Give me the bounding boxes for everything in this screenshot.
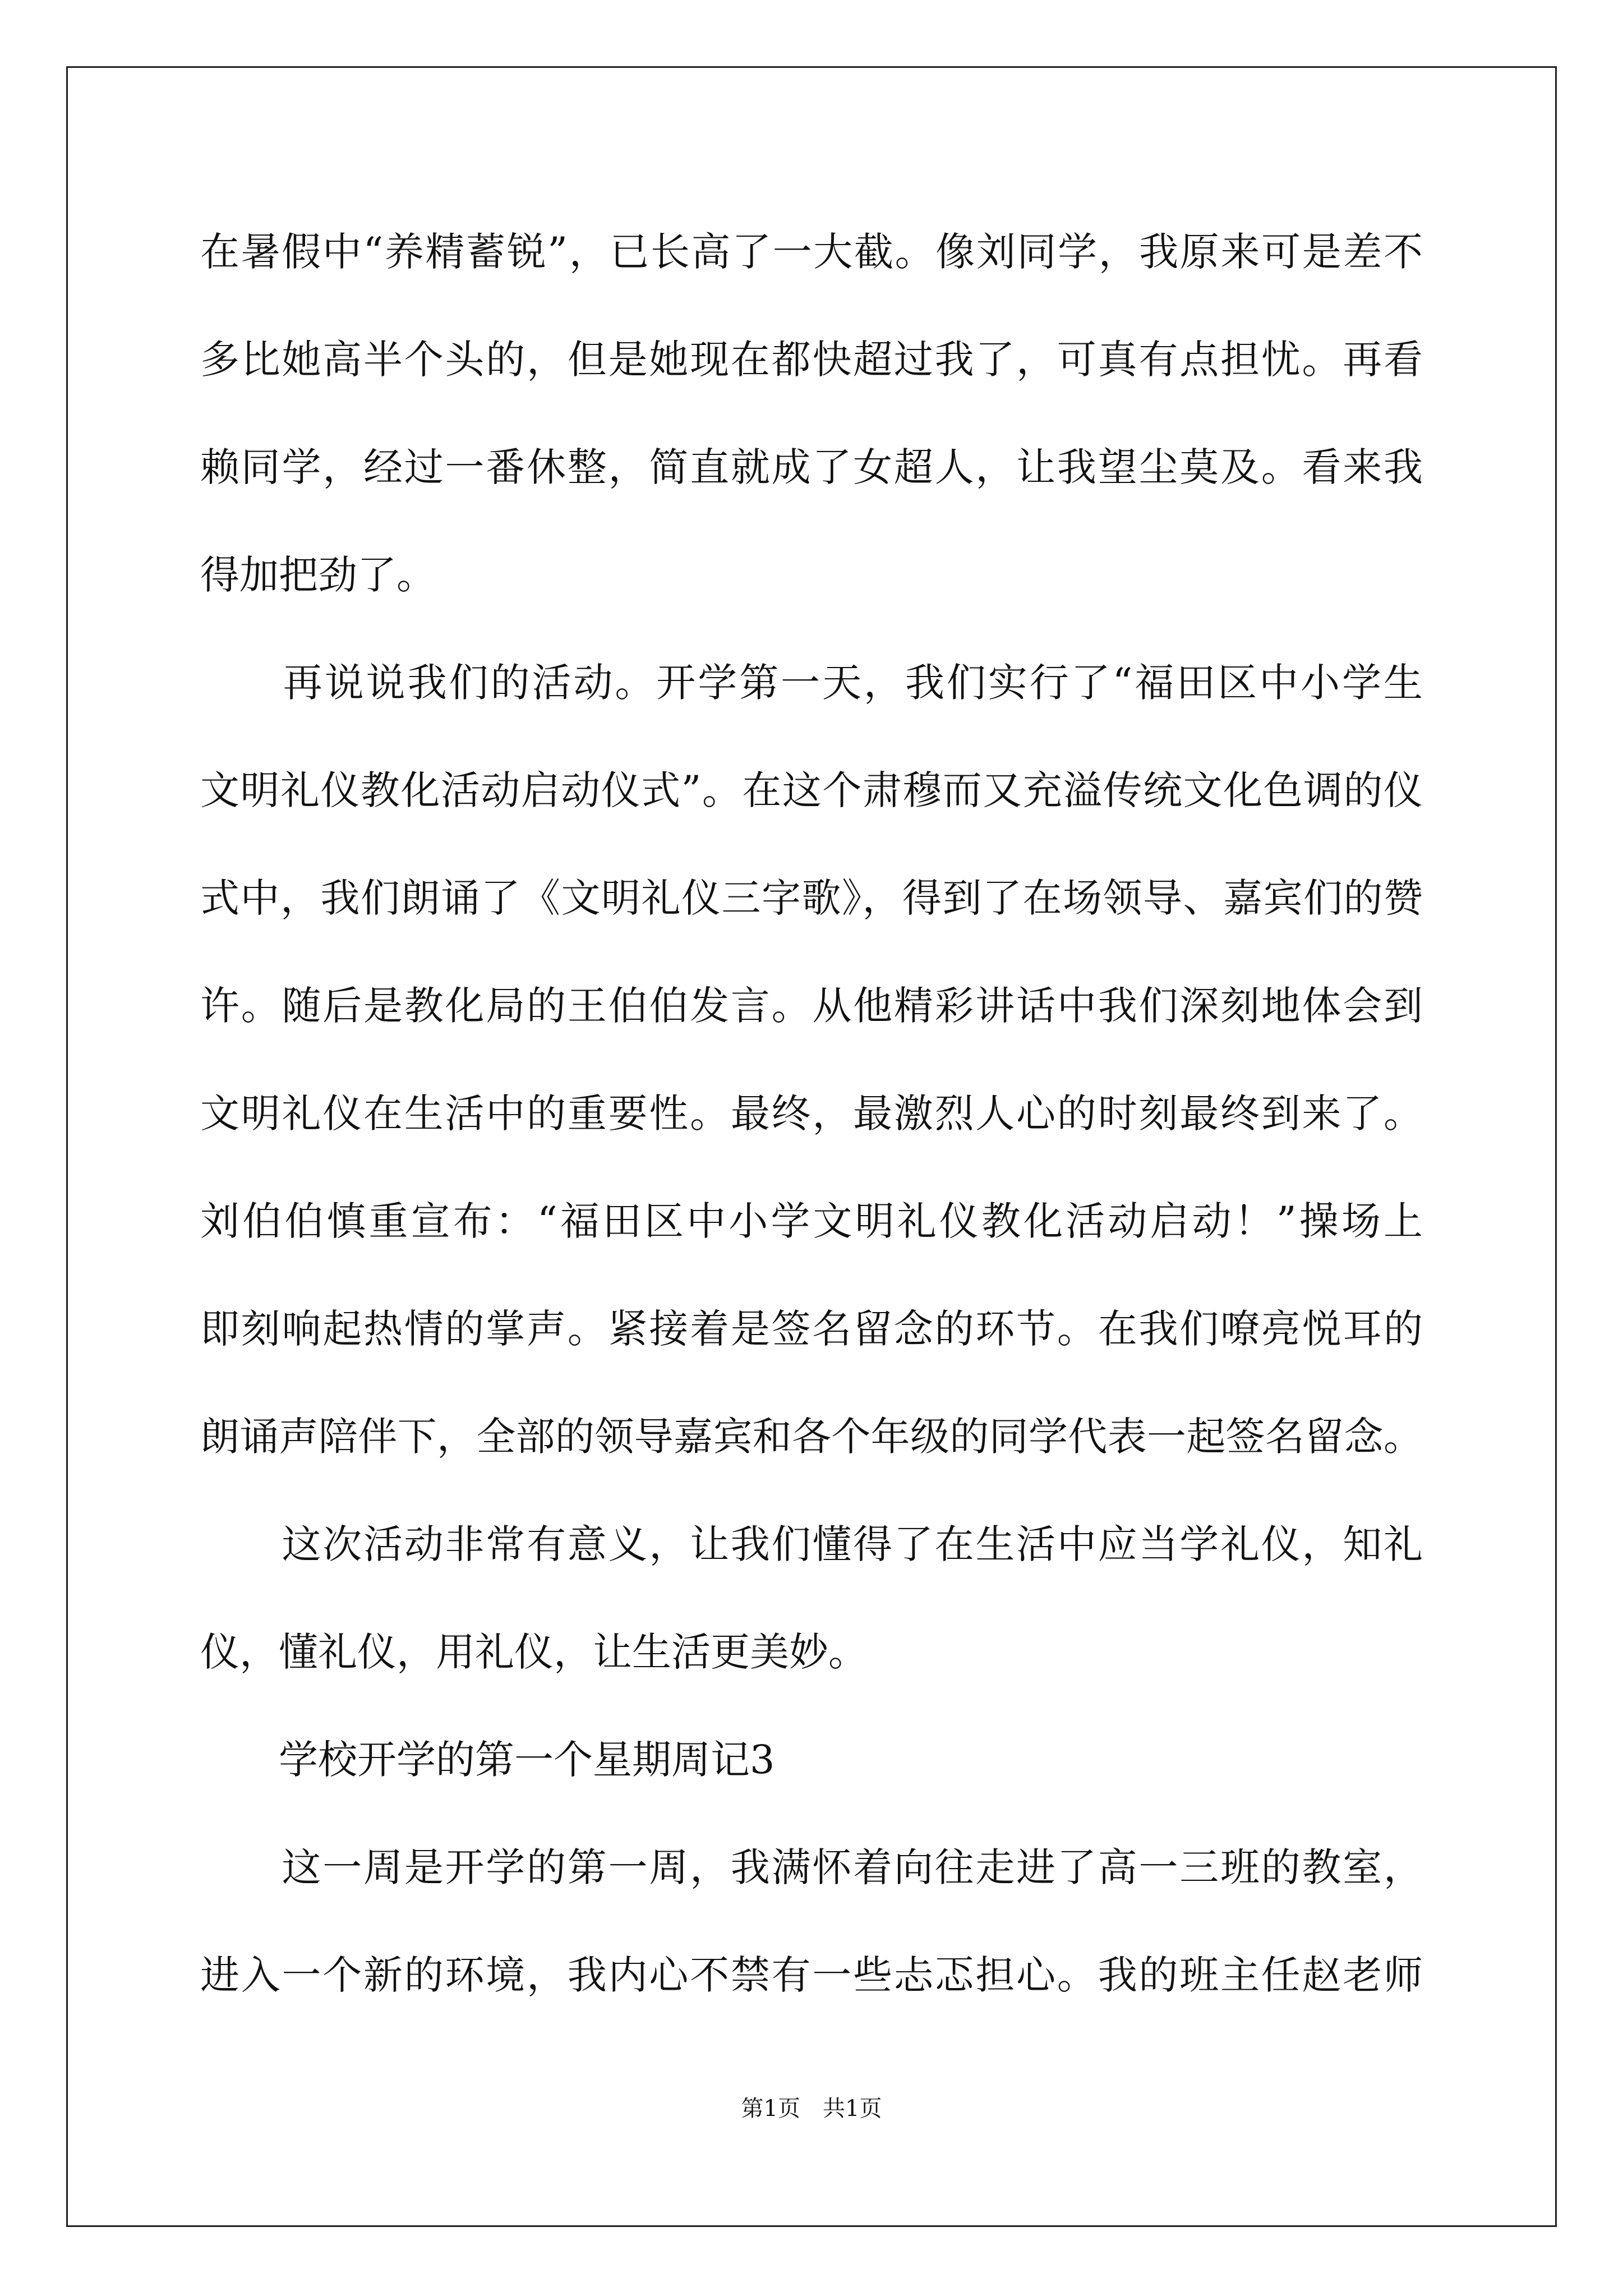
text-line: 朗诵声陪伴下，全部的领导嘉宾和各个年级的同学代表一起签名留念。 [200,1414,1423,1460]
text-line: 这一周是开学的第一周，我满怀着向往走进了高一三班的教室， [200,1844,1423,1890]
text-line: 刘伯伯慎重宣布：“福田区中小学文明礼仪教化活动启动！”操场上 [200,1198,1423,1244]
text-line: 这次活动非常有意义，让我们懂得了在生活中应当学礼仪，知礼 [200,1521,1423,1567]
text-line: 赖同学，经过一番休整，简直就成了女超人，让我望尘莫及。看来我 [200,444,1423,490]
page-number: 第1页 共1页 [741,2096,882,2122]
text-line: 再说说我们的活动。开学第一天，我们实行了“福田区中小学生 [200,660,1423,706]
text-line: 文明礼仪在生活中的重要性。最终，最激烈人心的时刻最终到来了。 [200,1091,1423,1137]
text-line: 多比她高半个头的，但是她现在都快超过我了，可真有点担忧。再看 [200,337,1423,383]
text-line: 式中，我们朗诵了《文明礼仪三字歌》，得到了在场领导、嘉宾们的赞 [200,875,1423,921]
text-line: 即刻响起热情的掌声。紧接着是签名留念的环节。在我们嘹亮悦耳的 [200,1306,1423,1352]
text-line: 仪，懂礼仪，用礼仪，让生活更美妙。 [200,1629,868,1675]
document-body [200,219,1423,2050]
text-line: 文明礼仪教化活动启动仪式”。在这个肃穆而又充溢传统文化色调的仪 [200,767,1423,813]
section-heading: 学校开学的第一个星期周记3 [200,1737,775,1783]
text-line: 进入一个新的环境，我内心不禁有一些忐忑担心。我的班主任赵老师 [200,1952,1423,1998]
text-line: 在暑假中“养精蓄锐”，已长高了一大截。像刘同学，我原来可是差不 [200,229,1423,275]
text-line: 得加把劲了。 [200,552,436,598]
text-line: 许。随后是教化局的王伯伯发言。从他精彩讲话中我们深刻地体会到 [200,983,1423,1029]
